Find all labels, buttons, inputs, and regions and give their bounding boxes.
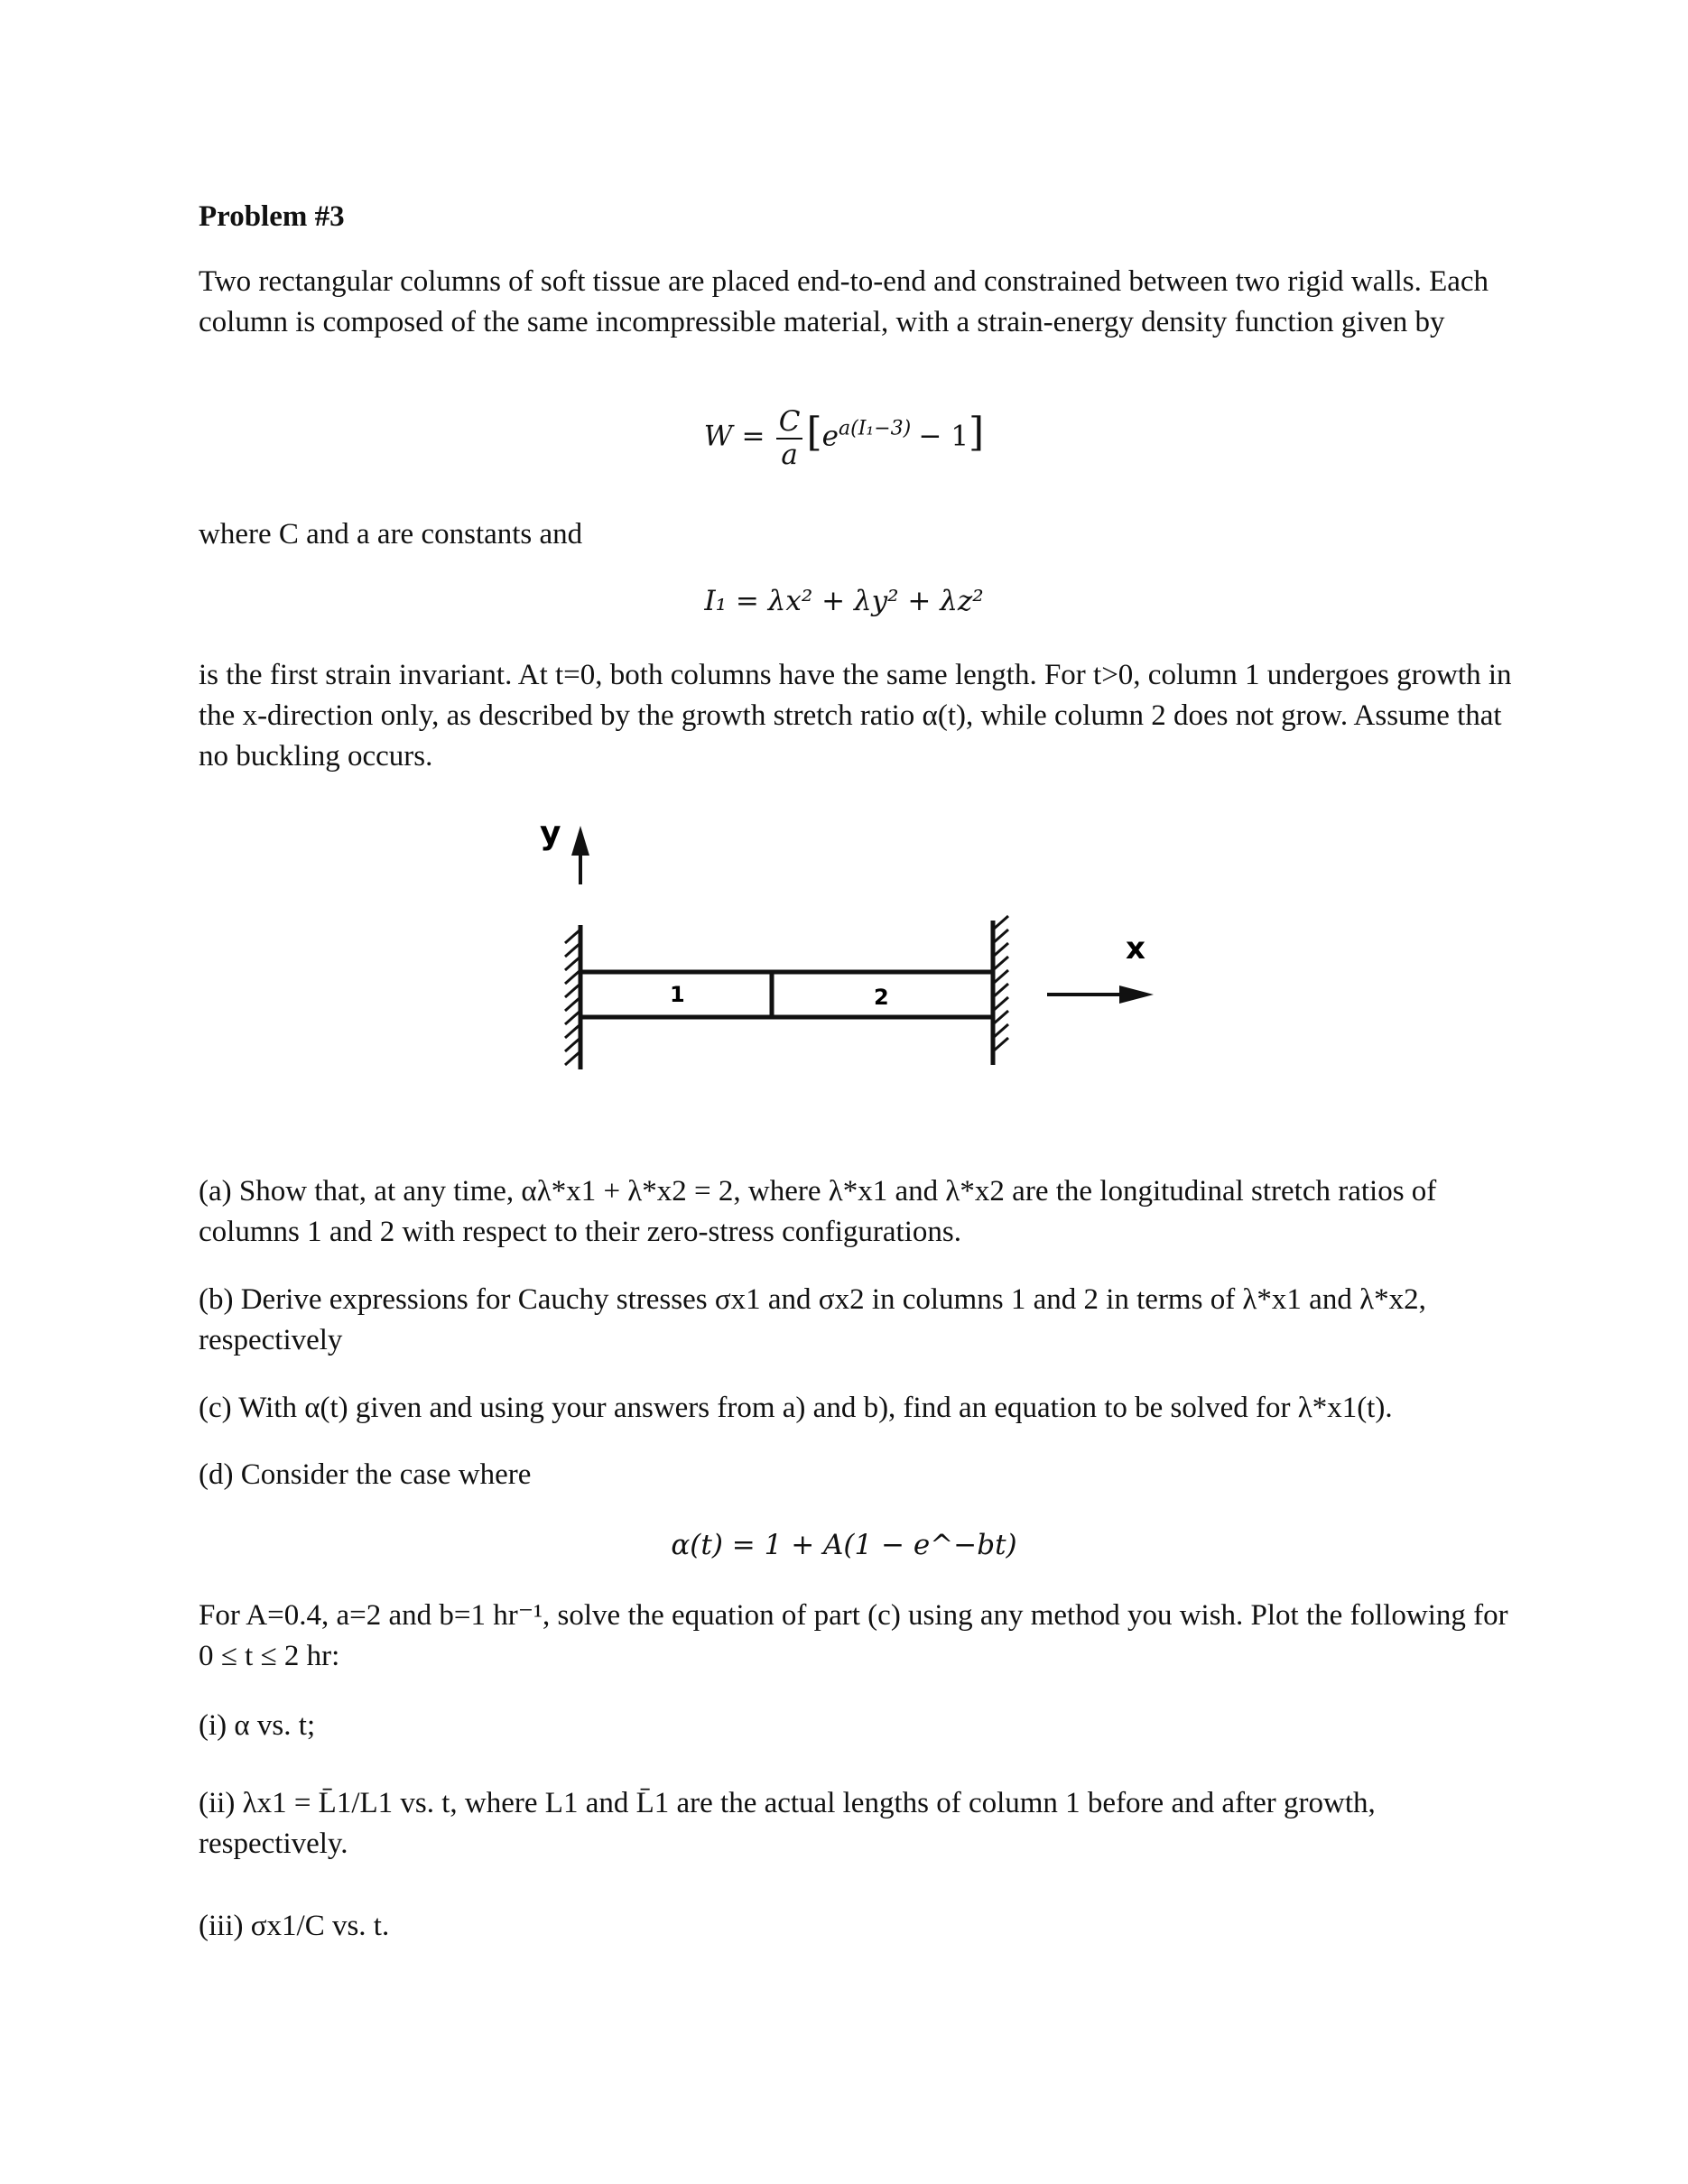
part-b-text: (b) Derive expressions for Cauchy stresses σx1 and σx2 in columns 1 and 2 in terms of λ*x1 and λ*x2, respectively xyxy=(199,1283,1426,1356)
problem-title: Problem #3 xyxy=(199,200,345,233)
y-axis-arrowhead xyxy=(571,826,589,856)
equation-alpha: α(t) = 1 + A(1 − e^−bt) xyxy=(671,1529,1017,1561)
left-wall-hatching xyxy=(565,930,580,1065)
equation-strain-energy: W = $\frac{C}{a}$ $[e^{a(I_1-3)} - 1]$ xyxy=(703,405,985,471)
column-1-label: 1 xyxy=(670,982,685,1007)
x-axis-label: x xyxy=(1126,930,1145,967)
part-c-text: (c) With α(t) given and using your answers from a) and b), find an equation to be solved for λ*x1(t). xyxy=(199,1392,1393,1424)
y-axis-label: y xyxy=(540,815,561,852)
item-i: (i) α vs. t; xyxy=(199,1709,316,1742)
intro-paragraph: Two rectangular columns of soft tissue are placed end-to-end and constrained between two rigid walls. Each column is composed of the same incompressible material, with a strain-energy density function given by xyxy=(199,265,1489,338)
part-d-text: (d) Consider the case where xyxy=(199,1458,532,1491)
constants-text: where C and a are constants and xyxy=(199,518,583,551)
part-a-text: (a) Show that, at any time, αλ*x1 + λ*x2 = 2, where λ*x1 and λ*x2 are the longitudinal stretch ratios of columns 1 and 2 with respect to their zero-stress configurations. xyxy=(199,1175,1437,1248)
equation-first-invariant: I₁ = λx² + λy² + λz² xyxy=(704,585,984,617)
columns-diagram xyxy=(0,794,1688,1101)
x-axis-arrowhead xyxy=(1119,986,1154,1004)
invariant-paragraph: is the first strain invariant. At t=0, both columns have the same length. For t>0, column 1 undergoes growth in the x-direction only, as described by the growth stretch ratio α(t), while column 2 does not grow. Assume that no buckling occurs. xyxy=(199,659,1512,773)
item-ii: (ii) λx1 = L̄1/L1 vs. t, where L1 and L̄1 are the actual lengths of column 1 before and after growth, respectively. xyxy=(199,1787,1376,1860)
right-wall-hatching xyxy=(993,916,1008,1051)
params-paragraph: For A=0.4, a=2 and b=1 hr⁻¹, solve the equation of part (c) using any method you wish. Plot the following for 0 ≤ t ≤ 2 hr: xyxy=(199,1599,1508,1672)
columns-body xyxy=(580,972,993,1017)
column-2-label: 2 xyxy=(874,985,889,1010)
item-iii: (iii) σx1/C vs. t. xyxy=(199,1910,390,1942)
